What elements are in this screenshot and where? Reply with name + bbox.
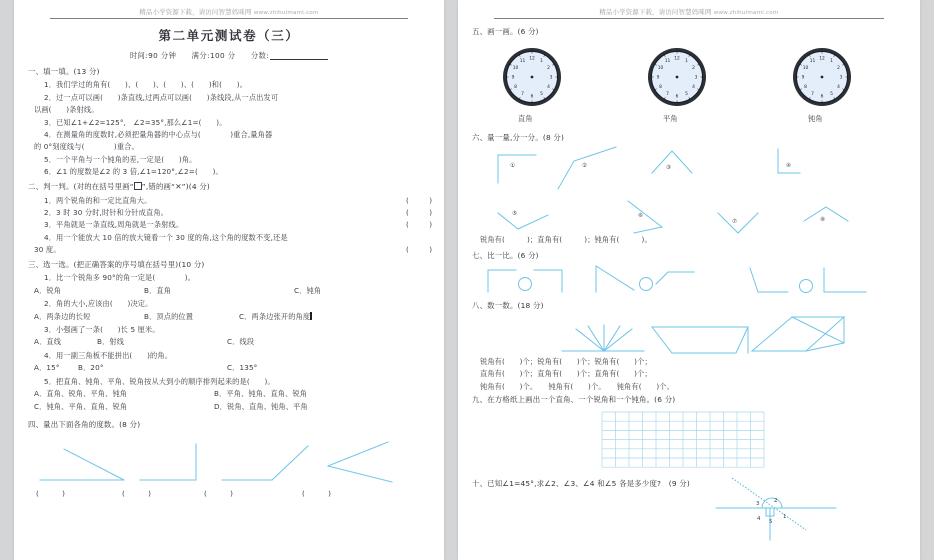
compare-circle-1 — [519, 278, 532, 291]
clock-2-numeral-10: 10 — [657, 66, 664, 72]
q-2-2-answer-blank[interactable]: ( ) — [406, 207, 434, 217]
clock-3-numeral-5: 5 — [830, 92, 833, 98]
clock-3-numeral-11: 11 — [809, 59, 816, 65]
q-3-2-option-a[interactable]: A．两条边的长短 — [34, 311, 91, 321]
q-3-4-option-a[interactable]: A．15° — [34, 363, 60, 373]
q-3-4-options — [34, 363, 444, 373]
score-blank — [270, 51, 328, 60]
angle-6-1-index: ① — [510, 163, 516, 169]
q-3-5: 5．把直角、钝角、平角、锐角按从大到小的顺序排列起来的是( )。 — [44, 376, 275, 386]
section-6-heading: 六、量一量,分一分。(8 分) — [472, 133, 565, 142]
angle-6-5 — [498, 210, 548, 229]
q-3-5-option-c[interactable]: C．钝角、平角、直角、锐角 — [34, 402, 128, 412]
clock-1-numeral-4: 4 — [547, 85, 550, 91]
q-3-3: 3．小强画了一条( )长 5 厘米。 — [44, 325, 160, 335]
clock-3-numeral-10: 10 — [802, 66, 809, 72]
q-1-3: 3．已知∠1+∠2=125°, ∠2=35°,那么∠1=( )。 — [44, 117, 227, 127]
count-figure-3 — [752, 317, 844, 351]
clock-1-numeral-2: 2 — [547, 66, 550, 72]
section-5-heading: 五、画一画。(6 分) — [472, 27, 539, 36]
page-title: 第二单元测试卷（三） — [158, 28, 300, 43]
section-2-heading-mid: ”,错的画“ — [141, 182, 176, 192]
angle-6-2 — [558, 147, 616, 189]
q-3-3-option-b[interactable]: B．射线 — [97, 337, 125, 347]
q-3-1-option-b[interactable]: B．直角 — [144, 285, 172, 295]
clock-2-numeral-4: 4 — [692, 85, 695, 91]
watermark-url-right: www.zhihuimami.com — [713, 10, 779, 16]
clock-1-numeral-12: 12 — [529, 56, 535, 62]
q-3-1-option-c[interactable]: C．钝角 — [294, 285, 322, 295]
section-8-answer-line-3[interactable]: 钝角有( )个。 钝角有( )个。 钝角有( )个。 — [480, 381, 674, 391]
q-1-5: 5．一个平角与一个钝角的差,一定是( )角。 — [44, 154, 197, 164]
section-7-heading: 七、比一比。(6 分) — [472, 251, 539, 260]
clock-2-numeral-8: 8 — [659, 85, 662, 91]
section-4-blank-1[interactable]: ( ) — [36, 489, 68, 499]
angle-label-4: 4 — [757, 515, 761, 522]
section-10-figure — [476, 490, 896, 540]
q-3-4-option-b[interactable]: B．20° — [78, 363, 104, 373]
watermark-right — [458, 7, 920, 16]
q-2-3-text: 3．平角就是一条直线,周角就是一条射线。 — [44, 220, 184, 230]
q-2-1 — [44, 196, 444, 205]
angle-6-1 — [498, 155, 536, 183]
q-2-3 — [44, 220, 444, 229]
section-6-angle-figures — [476, 145, 896, 235]
q-3-4: 4．用一副三角板不能拼出( )的角。 — [44, 350, 173, 360]
q-2-4-cont — [34, 245, 444, 254]
clock-3-numeral-7: 7 — [811, 92, 814, 98]
angle-6-8-index: ⑧ — [820, 217, 826, 223]
q-2-3-answer-blank[interactable]: ( ) — [406, 220, 434, 230]
clock-1-numeral-6: 6 — [530, 94, 534, 100]
clock-2-numeral-9: 9 — [656, 75, 660, 81]
exam-meta-text: 时间:90 分钟 满分:100 分 分数: — [129, 51, 270, 60]
q-3-1: 1．比一个锐角多 90°的角一定是( )。 — [44, 273, 195, 283]
angle-6-5-index: ⑤ — [512, 211, 518, 217]
clock-1-numeral-11: 11 — [519, 59, 526, 65]
clock-3-numeral-12: 12 — [819, 56, 825, 62]
q-2-2 — [44, 208, 444, 217]
section-4-heading: 四、量出下面各角的度数。(8 分) — [28, 420, 141, 430]
angle-6-3 — [652, 151, 692, 173]
angle-6-3-index: ③ — [666, 165, 672, 171]
clock-2-numeral-11: 11 — [664, 59, 671, 65]
q-3-5-options-row1 — [34, 389, 444, 399]
q-1-1: 1．我们学过的角有( )、( )、( )、( )和( )。 — [44, 80, 248, 90]
section-4-blank-4[interactable]: ( ) — [302, 489, 334, 499]
header-rule-right — [494, 18, 884, 19]
correct-mark-icon — [134, 182, 142, 190]
watermark-url: www.zhihuimami.com — [253, 10, 319, 16]
angle-6-6 — [628, 201, 662, 233]
section-5-clocks — [476, 41, 896, 113]
watermark-text-right: 精品小学资源下载，请访问智慧妈咪网 — [599, 8, 712, 16]
angle-6-4 — [778, 149, 800, 173]
clock-1-numeral-10: 10 — [512, 66, 519, 72]
compare-circle-3 — [800, 280, 813, 293]
clock-1-numeral-3: 3 — [549, 75, 553, 81]
q-1-2: 2．过一点可以画( )条直线,过两点可以画( )条线段,从一点出发可 — [44, 92, 279, 102]
compare-circle-2 — [640, 278, 653, 291]
text-cursor — [310, 312, 312, 320]
angle-figure-3 — [222, 446, 308, 480]
q-2-4-answer-blank[interactable]: ( ) — [406, 245, 434, 255]
q-3-1-options — [34, 286, 444, 296]
section-1-heading: 一、填一填。(13 分) — [28, 67, 100, 76]
section-9-grid[interactable] — [476, 409, 896, 471]
q-3-1-option-a[interactable]: A．锐角 — [34, 285, 62, 295]
section-5-clock-labels — [476, 114, 920, 124]
q-1-4: 4．在测量角的度数时,必须把量角器的中心点与( )重合,量角器 — [44, 129, 273, 139]
angle-label-5: 5 — [769, 518, 773, 525]
angle-label-1: 1 — [783, 513, 787, 520]
clock-1-numeral-9: 9 — [511, 75, 515, 81]
q-3-5-options-row2 — [34, 402, 444, 412]
q-2-4-text: 4．用一个能放大 10 倍的放大镜看一个 30 度的角,这个角的度数不变,还是 — [44, 232, 288, 242]
left-page-edge — [0, 0, 14, 560]
q-1-4-cont: 的 0°刻度线与( )重合。 — [34, 142, 139, 152]
q-2-1-text: 1．两个锐角的和一定比直角大。 — [44, 195, 152, 205]
compare-pair-1 — [488, 270, 562, 292]
angle-figure-2 — [140, 444, 196, 480]
section-8-heading: 八、数一数。(18 分) — [472, 301, 544, 310]
q-1-2-cont: 以画( )条射线。 — [34, 105, 99, 115]
watermark-left — [14, 7, 444, 16]
section-2-heading-pre: 二、判一判。(对的在括号里画“ — [28, 182, 134, 192]
angle-figure-4 — [328, 442, 392, 482]
clock-2-numeral-2: 2 — [692, 66, 695, 72]
section-4-blank-3[interactable]: ( ) — [204, 489, 236, 499]
q-3-5-option-b[interactable]: B．平角、钝角、直角、锐角 — [214, 388, 308, 398]
count-figure-2 — [652, 327, 748, 353]
section-2-heading-post: ”)(4 分) — [181, 182, 210, 192]
clock-3-numeral-2: 2 — [837, 66, 840, 72]
clock-label-3: 钝角 — [808, 114, 823, 123]
angle-6-4-index: ④ — [786, 163, 792, 169]
angle-6-7 — [718, 213, 758, 233]
angle-6-6-index: ⑥ — [638, 213, 644, 219]
clock-3-numeral-9: 9 — [801, 75, 805, 81]
angle-6-7-index: ⑦ — [732, 219, 738, 225]
q-3-5-option-a[interactable]: A．直角、锐角、平角、钝角 — [34, 388, 128, 398]
count-figure-1 — [562, 325, 644, 351]
clock-3-numeral-6: 6 — [820, 94, 824, 100]
angle-label-2: 2 — [774, 497, 778, 504]
clock-2-numeral-5: 5 — [685, 92, 688, 98]
q-3-2-option-b[interactable]: B．顶点的位置 — [144, 311, 194, 321]
section-6-answer-line[interactable]: 锐角有( )；直角有( )；钝角有( )。 — [480, 235, 652, 244]
angle-label-3: 3 — [756, 500, 760, 507]
section-4-answer-blanks — [36, 489, 444, 499]
q-1-6: 6．∠1 的度数是∠2 的 3 倍,∠1=120°,∠2=( )。 — [44, 167, 223, 177]
right-page-edge — [920, 0, 934, 560]
right-page — [458, 0, 920, 560]
clock-3-numeral-1: 1 — [830, 59, 833, 65]
section-8-count-figures — [476, 313, 896, 357]
section-2-heading — [28, 181, 444, 192]
q-3-3-option-c[interactable]: C．线段 — [227, 337, 255, 347]
q-3-2-options — [34, 312, 444, 322]
q-3-2: 2．角的大小,应该由( )决定。 — [44, 299, 153, 309]
watermark-text: 精品小学资源下载，请访问智慧妈咪网 — [139, 8, 252, 16]
section-4-blank-2[interactable]: ( ) — [122, 489, 154, 499]
clock-2-numeral-12: 12 — [674, 56, 680, 62]
section-3-heading: 三、选一选。(把正确答案的序号填在括号里)(10 分) — [28, 260, 205, 270]
q-2-4-cont-text: 30 度。 — [34, 245, 61, 255]
clock-2-numeral-6: 6 — [675, 94, 679, 100]
clock-2-numeral-1: 1 — [685, 59, 688, 65]
section-9-heading: 九、在方格纸上画出一个直角、一个锐角和一个钝角。(6 分) — [472, 394, 676, 404]
clock-label-2: 平角 — [663, 114, 678, 123]
section-8-answer-line-1[interactable]: 锐角有( )个；锐角有( )个；锐角有( )个； — [480, 357, 652, 366]
q-3-2-option-c[interactable]: C．两条边张开的角度 — [239, 311, 311, 321]
section-7-compare-figures — [476, 264, 896, 298]
q-3-4-option-c[interactable]: C．135° — [227, 363, 258, 373]
exam-meta — [14, 51, 444, 61]
compare-pair-2 — [596, 266, 694, 292]
clock-1-numeral-1: 1 — [540, 59, 543, 65]
q-3-3-option-a[interactable]: A．直线 — [34, 337, 62, 347]
clock-3-numeral-8: 8 — [804, 85, 807, 91]
clock-3-numeral-3: 3 — [839, 75, 843, 81]
q-3-5-option-d[interactable]: D．锐角、直角、钝角、平角 — [214, 402, 308, 412]
angle-6-8 — [804, 207, 848, 223]
angle-6-2-index: ② — [582, 163, 588, 169]
clock-2-numeral-7: 7 — [666, 92, 669, 98]
clock-label-1: 直角 — [518, 114, 533, 123]
clock-1-numeral-8: 8 — [514, 85, 517, 91]
clock-1-numeral-5: 5 — [540, 92, 543, 98]
left-page — [14, 0, 444, 560]
wrong-mark-icon: ✕ — [175, 182, 182, 192]
angle-figure-1 — [40, 449, 124, 480]
compare-pair-3 — [750, 268, 866, 293]
q-2-1-answer-blank[interactable]: ( ) — [406, 195, 434, 205]
clock-1-numeral-7: 7 — [521, 92, 524, 98]
section-8-answer-line-2[interactable]: 直角有( )个；直角有( )个；直角有( )个； — [480, 369, 652, 379]
header-rule — [50, 18, 408, 19]
q-3-3-options — [34, 337, 444, 347]
clock-3-numeral-4: 4 — [837, 85, 840, 91]
section-4-angle-figures — [36, 436, 396, 488]
q-2-4 — [44, 233, 444, 242]
book-gutter — [444, 0, 458, 560]
q-2-2-text: 2．3 时 30 分时,时针和分针成直角。 — [44, 207, 169, 217]
section-10-heading: 十、已知∠1=45°,求∠2、∠3、∠4 和∠5 各是多少度? (9 分) — [472, 478, 690, 488]
clock-2-numeral-3: 3 — [694, 75, 698, 81]
